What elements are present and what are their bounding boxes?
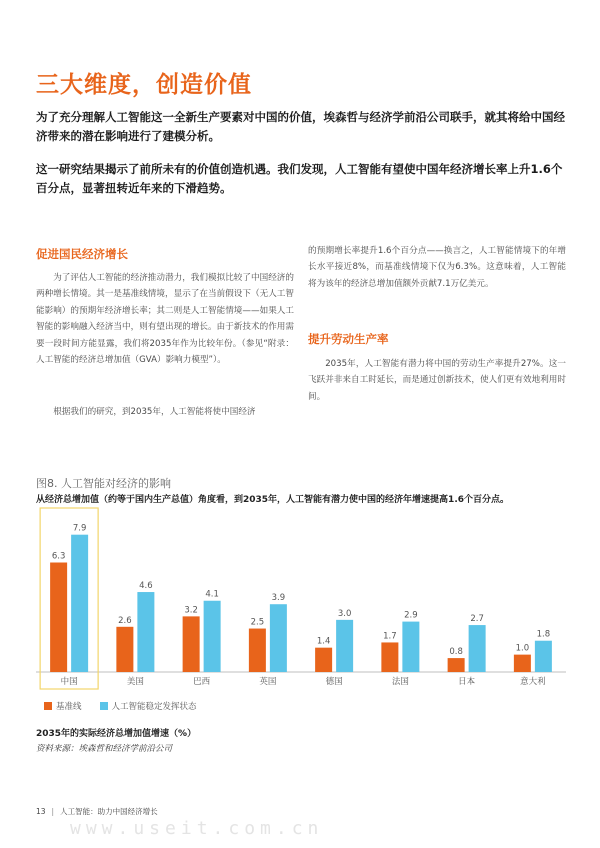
category-label-6: 日本	[458, 677, 476, 687]
data-label-baseline-2: 3.2	[184, 605, 198, 616]
category-label-2: 巴西	[193, 677, 211, 687]
left-col-paragraph-1: 为了评估人工智能的经济推动潜力，我们模拟比较了中国经济的两种增长情境。其一是基准线情境，显示了在当前假设下（无人工智能影响）的预期年经济增长率；其二则是人工智能情境——如果人工智能的影响融入经济当中，则有望出现的增长。由于新技术的作用需要一段时间方能显露，我们将2035年作为比较年份。（参见“附录：人工智能的经济总增加值（GVA）影响力模型”）。	[36, 273, 294, 366]
category-label-0: 中国	[60, 677, 78, 687]
bar-ai-0	[71, 535, 88, 672]
data-label-ai-6: 2.7	[470, 614, 484, 625]
bar-ai-3	[270, 604, 287, 672]
data-label-ai-1: 4.6	[139, 581, 153, 592]
section-heading-economy: 促进国民经济增长	[36, 247, 128, 261]
legend-label-baseline: 基准线	[56, 702, 82, 712]
category-label-7: 意大利	[520, 677, 546, 687]
category-label-5: 法国	[391, 677, 409, 687]
bar-baseline-3	[249, 629, 266, 672]
bar-ai-5	[402, 622, 419, 672]
bar-baseline-6	[448, 658, 465, 672]
left-col-paragraph-2: 根据我们的研究，到2035年，人工智能将使中国经济	[53, 407, 256, 417]
right-col-paragraph-2: 2035年，人工智能有潜力将中国的劳动生产率提升27%。这一飞跃并非来自工时延长，而是通过创新技术，使人们更有效地利用时间。	[308, 359, 566, 402]
category-label-1: 美国	[126, 677, 144, 687]
data-label-ai-5: 2.9	[404, 610, 418, 621]
watermark-text: www.useit.com.cn	[70, 818, 324, 839]
data-label-baseline-3: 2.5	[250, 617, 265, 628]
lead-paragraph-2: 这一研究结果揭示了前所未有的价值创造机遇。我们发现，人工智能有望使中国年经济增长率上升1.6个百分点，显著扭转近年来的下滑趋势。	[36, 162, 563, 195]
data-label-baseline-7: 1.0	[515, 643, 530, 654]
bar-ai-7	[535, 641, 552, 672]
chart-legend	[44, 700, 197, 712]
legend-item-baseline	[44, 700, 82, 712]
bar-baseline-5	[381, 642, 398, 672]
figure-subtitle: 从经济总增加值（约等于国内生产总值）角度看，到2035年，人工智能有潜力使中国的经济年增速提高1.6个百分点。	[36, 495, 509, 505]
figure-source: 资料来源：埃森哲和经济学前沿公司	[36, 744, 173, 754]
bar-baseline-4	[315, 648, 332, 672]
bar-ai-1	[137, 592, 154, 672]
footer-text: 人工智能：助力中国经济增长	[60, 807, 158, 816]
legend-item-ai	[100, 700, 197, 712]
highlight-box	[40, 508, 98, 689]
bar-ai-6	[469, 625, 486, 672]
bar-baseline-1	[116, 627, 133, 672]
footer-separator: |	[51, 807, 55, 816]
category-label-4: 德国	[325, 677, 343, 687]
data-label-baseline-4: 1.4	[316, 636, 331, 647]
data-label-ai-2: 4.1	[205, 589, 219, 600]
data-label-ai-7: 1.8	[536, 629, 551, 640]
section-heading-productivity: 提升劳动生产率	[308, 332, 389, 346]
category-label-3: 英国	[259, 677, 277, 687]
data-label-baseline-1: 2.6	[118, 615, 132, 626]
bar-ai-4	[336, 620, 353, 672]
page-footer	[36, 806, 158, 817]
legend-swatch-baseline	[44, 702, 52, 710]
data-label-baseline-0: 6.3	[51, 551, 66, 562]
bar-baseline-7	[514, 655, 531, 672]
data-label-ai-3: 3.9	[271, 593, 286, 604]
right-col-paragraph-1: 的预期增长率提升1.6个百分点——换言之，人工智能情境下的年增长水平接近8%，而基准线情境下仅为6.3%。这意味着，人工智能将为该年的经济总增加值额外贡献7.1万亿美元。	[308, 246, 566, 289]
legend-label-ai: 人工智能稳定发挥状态	[111, 702, 197, 712]
bar-baseline-2	[183, 616, 200, 672]
legend-swatch-ai	[100, 702, 108, 710]
bar-chart	[36, 506, 566, 696]
data-label-ai-4: 3.0	[337, 608, 352, 619]
data-label-baseline-5: 1.7	[383, 631, 397, 642]
lead-paragraph-1: 为了充分理解人工智能这一全新生产要素对中国的价值，埃森哲与经济学前沿公司联手，就其将给中国经济带来的潜在影响进行了建模分析。	[36, 110, 565, 143]
page-number: 13	[36, 807, 46, 816]
page-title: 三大维度，创造价值	[36, 72, 252, 98]
bar-ai-2	[204, 601, 221, 672]
data-label-ai-0: 7.9	[72, 523, 87, 534]
figure-title: 图8. 人工智能对经济的影响	[36, 477, 171, 490]
figure-unit-note: 2035年的实际经济总增加值增速（%）	[36, 729, 197, 739]
data-label-baseline-6: 0.8	[449, 647, 463, 658]
bar-baseline-0	[50, 563, 67, 673]
